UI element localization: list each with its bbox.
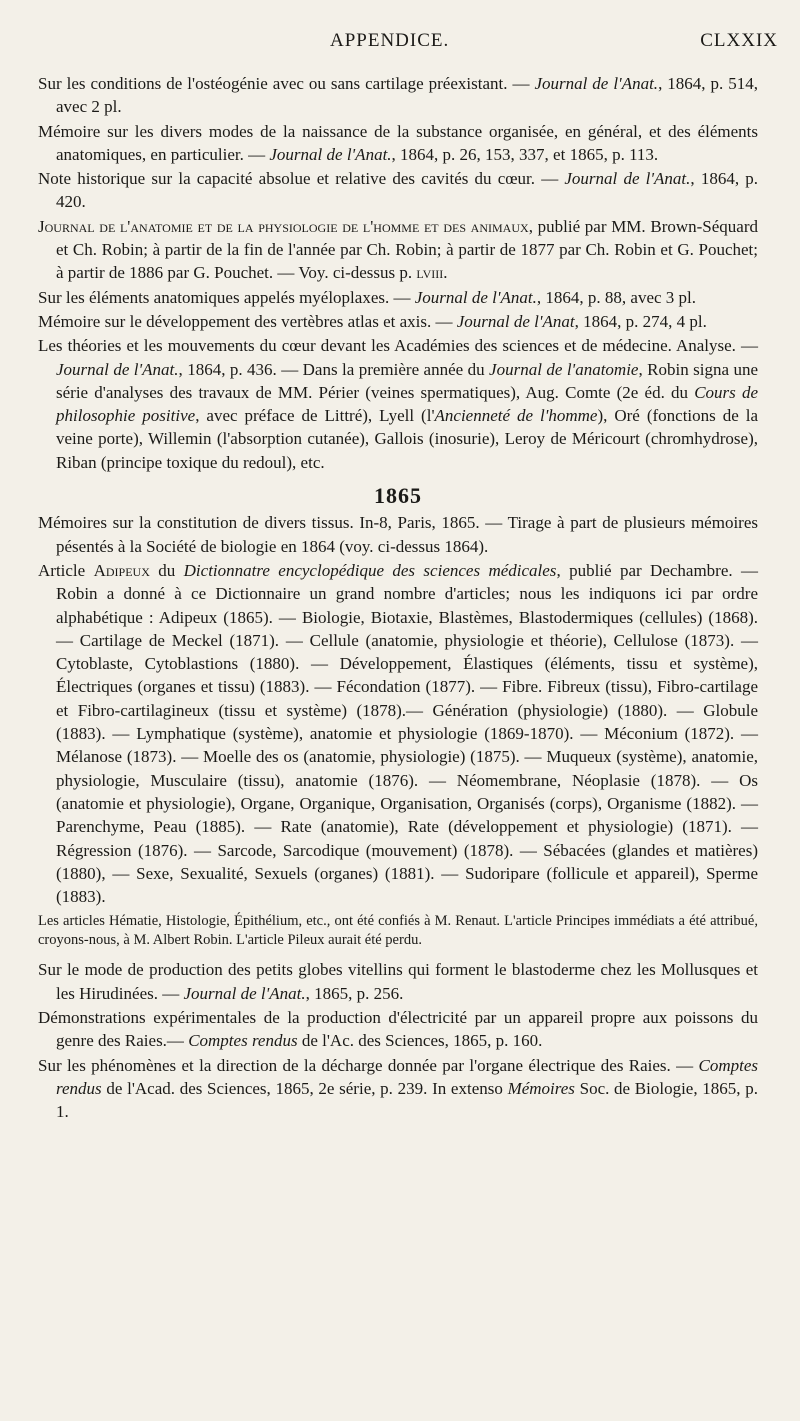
bibliography-1864-continued (38, 72, 758, 474)
entry-text: Journal de l'Anat. (56, 359, 179, 379)
entry-text: , 1864, p. 26, 153, 337, et 1865, p. 113. (391, 144, 659, 164)
entry-text: Soc. de Biologie, 1865, p. 1. (56, 1078, 758, 1122)
entry-text: , avec préface de Littré), Lyell (l' (195, 406, 435, 426)
text-column (38, 72, 758, 1124)
entry-text: Journal de l'Anat (456, 311, 575, 331)
bibliography-entry (38, 958, 758, 1005)
bibliography-entry (38, 286, 758, 309)
bibliography-entry (38, 1006, 758, 1053)
bibliography-entry (38, 310, 758, 333)
entry-text: , 1864, p. 274, 4 pl. (574, 311, 707, 331)
entry-text: Mémoire sur les divers modes de la naissance de la substance organisée, en général, et des éléments anatomiques, en particulier. — (38, 121, 758, 164)
footnote-remark: Les articles Hématie, Histologie, Épithélium, etc., ont été confiés à M. Renaut. L'article Principes immédiats a été attribué, croyons-nous, à M. Albert Robin. L'article Pileux aurait été perdu. (38, 913, 758, 949)
entry-text: Sur les éléments anatomiques appelés myéloplaxes. — (38, 287, 415, 307)
bibliography-entry (38, 120, 758, 167)
entry-text: , publié par MM. Brown-Séquard et Ch. Robin; à partir de la fin de l'année par Ch. Robin; à partir de 1877 par Ch. Robin et G. Pouchet; à partir de 1886 par G. Pouchet. — Voy. ci-dessus p. (56, 216, 758, 283)
running-title: APPENDICE. (330, 30, 450, 51)
entry-text: Journal de l'Anat. (414, 287, 537, 307)
entry-text: Journal de l'anatomie et de la physiologie de l'homme et des animaux (38, 216, 529, 236)
entry-text: Article (38, 560, 94, 580)
entry-text: de l'Ac. des Sciences, 1865, p. 160. (297, 1031, 543, 1051)
entry-text: Dictionnatre encyclopédique des sciences médicales (183, 560, 557, 580)
bibliography-1865-continued (38, 958, 758, 1123)
entry-text: Mémoires (507, 1078, 575, 1098)
entry-text: Sur les phénomènes et la direction de la décharge donnée par l'organe électrique des Raies. — (38, 1055, 699, 1075)
entry-text: , publié par Dechambre. — Robin a donné à ce Dictionnaire un grand nombre d'articles; nous les indiquons ici par ordre alphabétique : Adipeux (1865). — Biologie, Biotaxie, Blastèmes, Blastodermiques (cellules) (1868). — Cartilage de Meckel (1871). — Cellule (anatomie, physiologie et théorie), Cellulose (1873). — Cytoblaste, Cytoblastions (1880). — Développement, Élastiques (éléments, tissu et système), Électriques (organes et tissu) (1883). — Fécondation (1877). — Fibre. Fibreux (tissu), Fibro-cartilage et Fibro-cartilagineux (tissu et système) (1878).— Génération (physiologie) (1880). — Globule (1883). — Lymphatique (système), anatomie et physiologie (1869-1870). — Méconium (1872). — Mélanose (1873). — Moelle des os (anatomie, physiologie) (1875). — Muqueux (système), anatomie, physiologie, Musculaire (tissu), anatomie (1876). — Néomembrane, Néoplasie (1878). — Os (anatomie et physiologie), Organe, Organique, Organisation, Organisés (corps), Organisme (1882). — Parenchyme, Peau (1885). — Rate (anatomie), Rate (développement et physiologie) (1871). — Régression (1876). — Sarcode, Sarcodique (mouvement) (1878). — Sébacées (glandes et matières) (1880), — Sexe, Sexualité, Sexuels (organes) (1881). — Sudoripare (follicule et appareil), Sperme (1883). (56, 560, 759, 907)
entry-text: Démonstrations expérimentales de la production d'électricité par un appareil propre aux poissons du genre des Raies.— (38, 1007, 758, 1051)
entry-text: Sur les conditions de l'ostéogénie avec ou sans cartilage préexistant. — (38, 74, 535, 93)
entry-text: , 1864, p. 88, avec 3 pl. (536, 287, 697, 307)
entry-text: Journal de l'Anat. (183, 983, 306, 1003)
entry-text: lviii (416, 263, 444, 283)
bibliography-entry (38, 559, 758, 908)
entry-text: Adipeux (93, 560, 150, 580)
entry-text: Les théories et les mouvements du cœur devant les Académies des sciences et de médecine. Analyse. — (38, 336, 758, 356)
page-header (0, 30, 800, 60)
bibliography-1865 (38, 511, 758, 908)
bibliography-entry (38, 1054, 758, 1124)
entry-text: Journal de l'Anat. (269, 144, 392, 164)
entry-text: Mémoire sur le développement des vertèbres atlas et axis. — (38, 311, 457, 331)
entry-text: Ancienneté de l'homme (434, 406, 598, 426)
entry-text: , Robin signa une série d'analyses des travaux de MM. Périer (veines spermatiques), Aug. Comte (2e éd. du (56, 359, 758, 402)
bibliography-entry (38, 167, 758, 214)
entry-text: Sur le mode de production des petits globes vitellins qui forment le blastoderme chez les Mollusques et les Hirudinées. — (38, 960, 758, 1003)
entry-text: Journal de l'anatomie (489, 359, 639, 379)
entry-text: . (443, 263, 448, 283)
bibliography-entry (38, 511, 758, 558)
entry-text: , 1864, p. 436. — Dans la première année du (178, 359, 490, 379)
bibliography-entry (38, 334, 758, 474)
entry-text: , 1864, p. 420. (56, 169, 759, 212)
bibliography-entry (38, 215, 758, 285)
entry-text: Journal de l'Anat. (534, 74, 659, 93)
entry-text: Cours de philosophie positive (56, 382, 758, 426)
entry-text: Note historique sur la capacité absolue et relative des cavités du cœur. — (38, 169, 565, 189)
entry-text: ), Oré (fonctions de la veine porte), Willemin (l'absorption cutanée), Gallois (inosurie), Leroy de Méricourt (chromhydrose), Riban (principe toxique du redoul), etc. (56, 406, 759, 472)
entry-text: Comptes rendus (56, 1055, 758, 1098)
entry-text: Journal de l'Anat. (564, 169, 691, 189)
bibliography-entry (38, 72, 758, 119)
entry-text: Mémoires sur la constitution de divers tissus. In-8, Paris, 1865. — Tirage à part de plusieurs mémoires pésentés à la Société de biologie en 1864 (voy. ci-dessus 1864). (38, 513, 758, 556)
entry-text: de l'Acad. des Sciences, 1865, 2e série, p. 239. In extenso (101, 1078, 508, 1098)
year-heading: 1865 (374, 483, 422, 509)
page-number: CLXXIX (700, 30, 778, 51)
entry-text: , 1864, p. 514, avec 2 pl. (56, 74, 759, 117)
entry-text: , 1865, p. 256. (305, 983, 404, 1003)
entry-text: du (149, 560, 184, 580)
entry-text: Comptes rendus (188, 1031, 298, 1051)
